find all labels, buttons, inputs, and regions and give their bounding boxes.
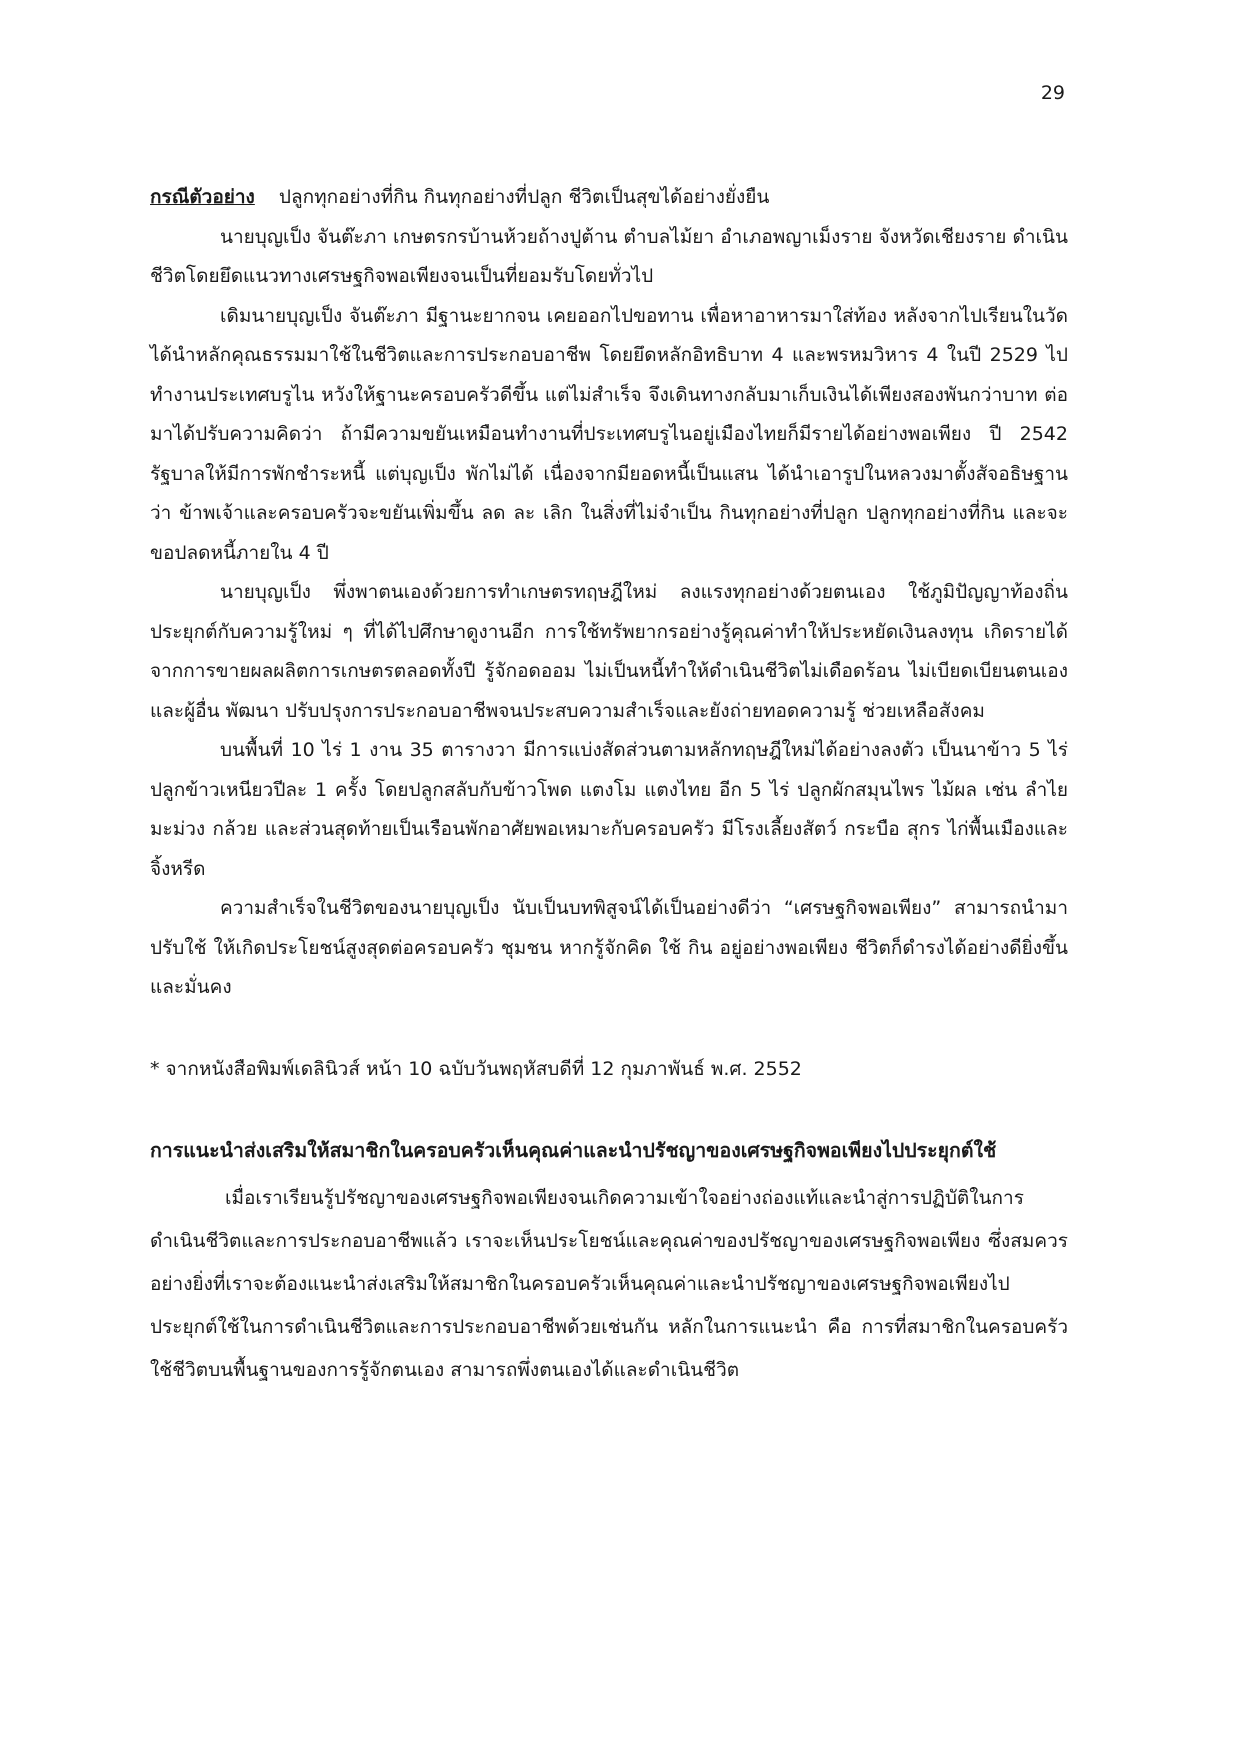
source-footnote: * จากหนังสือพิมพ์เดลินิวส์ หน้า 10 ฉบับวันพฤหัสบดีที่ 12 กุมภาพันธ์ พ.ศ. 2552 [150,1057,802,1080]
case-study-paragraph: นายบุญเป็ง จันต๊ะภา เกษตรกรบ้านห้วยถ้างปูต้าน ตำบลไม้ยา อำเภอพญาเม็งราย จังหวัดเชียงราย ดำเนินชีวิตโดยยึดแนวทางเศรษฐกิจพอเพียงจนเป็นที่ยอมรับโดยทั่วไป [150,225,1068,287]
case-study-paragraph: เดิมนายบุญเป็ง จันต๊ะภา มีฐานะยากจน เคยออกไปขอทาน เพื่อหาอาหารมาใส่ท้อง หลังจากไปเรียนในวัดได้นำหลักคุณธรรมมาใช้ในชีวิตและการประกอบอาชีพ โดยยึดหลักอิทธิบาท 4 และพรหมวิหาร 4 ในปี 2529 ไปทำงานประเทศบรูไน หวังให้ฐานะครอบครัวดีขึ้น แต่ไม่สำเร็จ จึงเดินทางกลับมาเก็บเงินได้เพียงสองพันกว่าบาท ต่อมาได้ปรับความคิดว่า ถ้ามีความขยันเหมือนทำงานที่ประเทศบรูไนอยู่เมืองไทยก็มีรายได้อย่างพอเพียง ปี 2542 รัฐบาลให้มีการพักชำระหนี้ แต่บุญเป็ง พักไม่ได้ เนื่องจากมียอดหนี้เป็นแสน ได้นำเอารูปในหลวงมาตั้งสัจอธิษฐานว่า ข้าพเจ้าและครอบครัวจะขยันเพิ่มขึ้น ลด ละ เลิก ในสิ่งที่ไม่จำเป็น กินทุกอย่างที่ปลูก ปลูกทุกอย่างที่กิน และจะขอปลดหนี้ภายใน 4 ปี [150,304,1068,564]
page-content [150,178,1068,1392]
page-number: 29 [1040,82,1065,104]
case-study-heading [150,178,1068,218]
case-study-paragraph: บนพื้นที่ 10 ไร่ 1 งาน 35 ตารางวา มีการแบ่งสัดส่วนตามหลักทฤษฎีใหม่ได้อย่างลงตัว เป็นนาข้าว 5 ไร่ ปลูกข้าวเหนียวปีละ 1 ครั้ง โดยปลูกสลับกับข้าวโพด แตงโม แตงไทย อีก 5 ไร่ ปลูกผักสมุนไพร ไม้ผล เช่น ลำไย มะม่วง กล้วย และส่วนสุดท้ายเป็นเรือนพักอาศัยพอเหมาะกับครอบครัว มีโรงเลี้ยงสัตว์ กระบือ สุกร ไก่พื้นเมืองและจิ้งหรีด [150,739,1068,880]
section-heading: การแนะนำส่งเสริมให้สมาชิกในครอบครัวเห็นคุณค่าและนำปรัชญาของเศรษฐกิจพอเพียงไปประยุกต์ใช้ [150,1139,997,1162]
case-study-label: กรณีตัวอย่าง [150,186,255,208]
case-study-title: ปลูกทุกอย่างที่กิน กินทุกอย่างที่ปลูก ชีวิตเป็นสุขได้อย่างยั่งยืน [278,186,770,208]
section-paragraph: เมื่อเราเรียนรู้ปรัชญาของเศรษฐกิจพอเพียงจนเกิดความเข้าใจอย่างถ่องแท้และนำสู่การปฏิบัติในการดำเนินชีวิตและการประกอบอาชีพแล้ว เราจะเห็นประโยชน์และคุณค่าของปรัชญาของเศรษฐกิจพอเพียง ซึ่งสมควรอย่างยิ่งที่เราจะต้องแนะนำส่งเสริมให้สมาชิกในครอบครัวเห็นคุณค่าและนำปรัชญาของเศรษฐกิจพอเพียงไปประยุกต์ใช้ในการดำเนินชีวิตและการประกอบอาชีพด้วยเช่นกัน หลักในการแนะนำ คือ การที่สมาชิกในครอบครัวใช้ชีวิตบนพื้นฐานของการรู้จักตนเอง สามารถพึ่งตนเองได้และดำเนินชีวิต [150,1187,1068,1381]
case-study-paragraph: นายบุญเป็ง พึ่งพาตนเองด้วยการทำเกษตรทฤษฎีใหม่ ลงแรงทุกอย่างด้วยตนเอง ใช้ภูมิปัญญาท้องถิ่นประยุกต์กับความรู้ใหม่ ๆ ที่ได้ไปศึกษาดูงานอีก การใช้ทรัพยากรอย่างรู้คุณค่าทำให้ประหยัดเงินลงทุน เกิดรายได้จากการขายผลผลิตการเกษตรตลอดทั้งปี รู้จักอดออม ไม่เป็นหนี้ทำให้ดำเนินชีวิตไม่เดือดร้อน ไม่เบียดเบียนตนเองและผู้อื่น พัฒนา ปรับปรุงการประกอบอาชีพจนประสบความสำเร็จและยังถ่ายทอดความรู้ ช่วยเหลือสังคม [150,581,1068,722]
case-study-paragraph: ความสำเร็จในชีวิตของนายบุญเป็ง นับเป็นบทพิสูจน์ได้เป็นอย่างดีว่า “เศรษฐกิจพอเพียง” สามารถนำมาปรับใช้ ให้เกิดประโยชน์สูงสุดต่อครอบครัว ชุมชน หากรู้จักคิด ใช้ กิน อยู่อย่างพอเพียง ชีวิตก็ดำรงได้อย่างดียิ่งขึ้นและมั่นคง [150,897,1068,998]
